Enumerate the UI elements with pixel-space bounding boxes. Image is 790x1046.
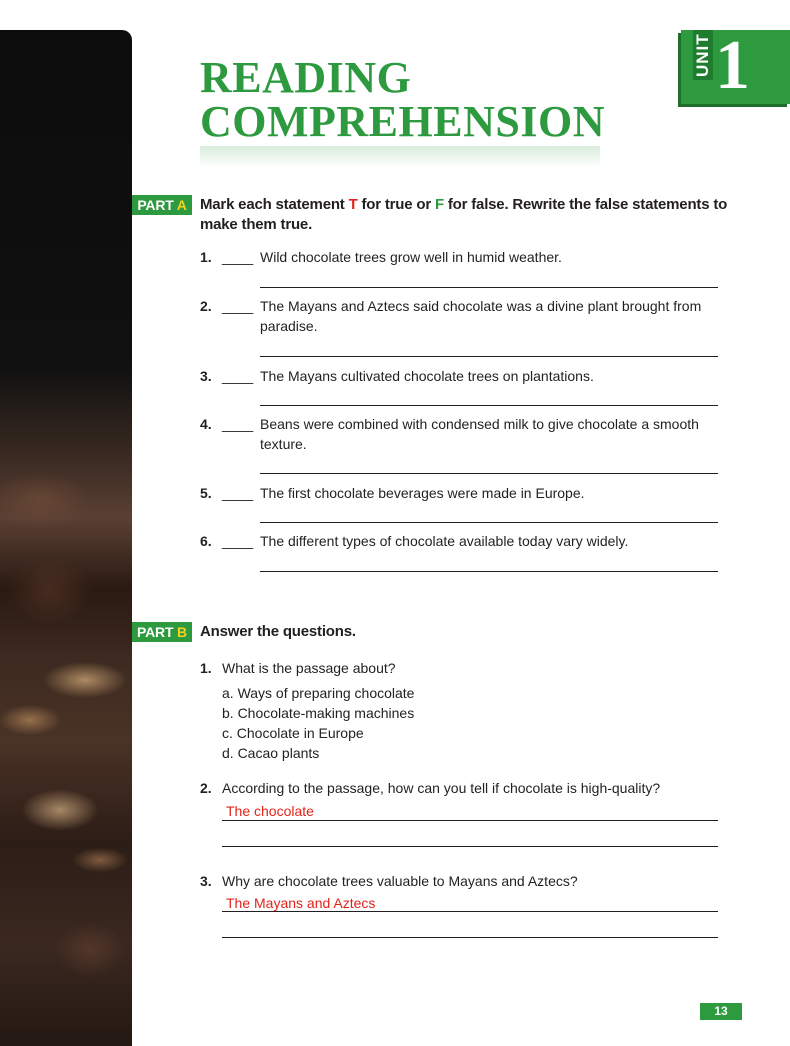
option-d[interactable]: d. Cacao plants xyxy=(222,745,320,761)
title-reflection xyxy=(200,146,600,168)
rewrite-line[interactable] xyxy=(260,405,718,406)
item-number: 5. xyxy=(200,485,212,501)
rewrite-line[interactable] xyxy=(260,356,718,357)
item-number: 3. xyxy=(200,368,212,384)
item-statement: The first chocolate beverages were made in Europe. xyxy=(260,485,585,501)
item-number: 1. xyxy=(200,249,212,265)
tf-blank[interactable]: ____ xyxy=(222,485,254,501)
question-number: 2. xyxy=(200,780,212,796)
instr-text-2: for true or xyxy=(357,196,435,213)
tf-blank[interactable]: ____ xyxy=(222,368,254,384)
part-a-instruction xyxy=(200,195,740,235)
item-statement: The Mayans and Aztecs said chocolate was a divine plant brought from paradise. xyxy=(260,298,702,334)
answer-line[interactable] xyxy=(222,911,718,912)
rewrite-line[interactable] xyxy=(260,571,718,572)
part-a-label xyxy=(132,195,192,215)
item-statement: The different types of chocolate available today vary widely. xyxy=(260,533,629,549)
tf-blank[interactable]: ____ xyxy=(222,533,254,549)
unit-word: UNIT xyxy=(693,30,713,80)
instr-t: T xyxy=(348,196,358,213)
rewrite-line[interactable] xyxy=(260,287,718,288)
option-a[interactable]: a. Ways of preparing chocolate xyxy=(222,685,415,701)
answer-line[interactable] xyxy=(222,937,718,938)
title-line-2: COMPREHENSION xyxy=(200,97,605,146)
item-number: 2. xyxy=(200,298,212,314)
item-statement: The Mayans cultivated chocolate trees on plantations. xyxy=(260,368,594,384)
instr-text-1: Mark each statement xyxy=(200,196,349,213)
question-text: What is the passage about? xyxy=(222,660,396,676)
part-b-label xyxy=(132,622,192,642)
answer-options xyxy=(222,683,414,763)
part-a-letter: A xyxy=(176,197,187,213)
tf-blank[interactable]: ____ xyxy=(222,298,254,314)
question-text: According to the passage, how can you tell if chocolate is high-quality? xyxy=(222,780,661,796)
unit-number: 1 xyxy=(715,27,750,104)
handwritten-answer: The Mayans and Aztecs xyxy=(226,895,376,911)
tf-blank[interactable]: ____ xyxy=(222,249,254,265)
part-b-letter: B xyxy=(177,624,187,640)
tf-blank[interactable]: ____ xyxy=(222,416,254,432)
rewrite-line[interactable] xyxy=(260,522,718,523)
answer-line[interactable] xyxy=(222,820,718,821)
item-statement: Wild chocolate trees grow well in humid weather. xyxy=(260,249,562,265)
question-number: 1. xyxy=(200,660,212,676)
item-number: 6. xyxy=(200,533,212,549)
instr-f: F xyxy=(434,196,444,213)
part-a-prefix: PART xyxy=(137,197,177,213)
question-number: 3. xyxy=(200,873,212,889)
part-b-instruction: Answer the questions. xyxy=(200,623,356,640)
page-title xyxy=(200,53,605,146)
handwritten-answer: The chocolate xyxy=(226,803,314,819)
question-text: Why are chocolate trees valuable to Mayans and Aztecs? xyxy=(222,873,578,889)
rewrite-line[interactable] xyxy=(260,473,718,474)
answer-line[interactable] xyxy=(222,846,718,847)
chocolate-photo-strip xyxy=(0,30,132,1046)
unit-badge xyxy=(681,27,790,104)
option-c[interactable]: c. Chocolate in Europe xyxy=(222,725,364,741)
page-number: 13 xyxy=(700,1003,742,1020)
item-number: 4. xyxy=(200,416,212,432)
item-statement: Beans were combined with condensed milk to give chocolate a smooth texture. xyxy=(260,416,699,452)
title-line-1: READING xyxy=(200,53,412,102)
instr-text-3: for false. Rewrite the false statements to make them true. xyxy=(200,196,728,233)
option-b[interactable]: b. Chocolate-making machines xyxy=(222,705,415,721)
part-b-prefix: PART xyxy=(137,624,178,640)
